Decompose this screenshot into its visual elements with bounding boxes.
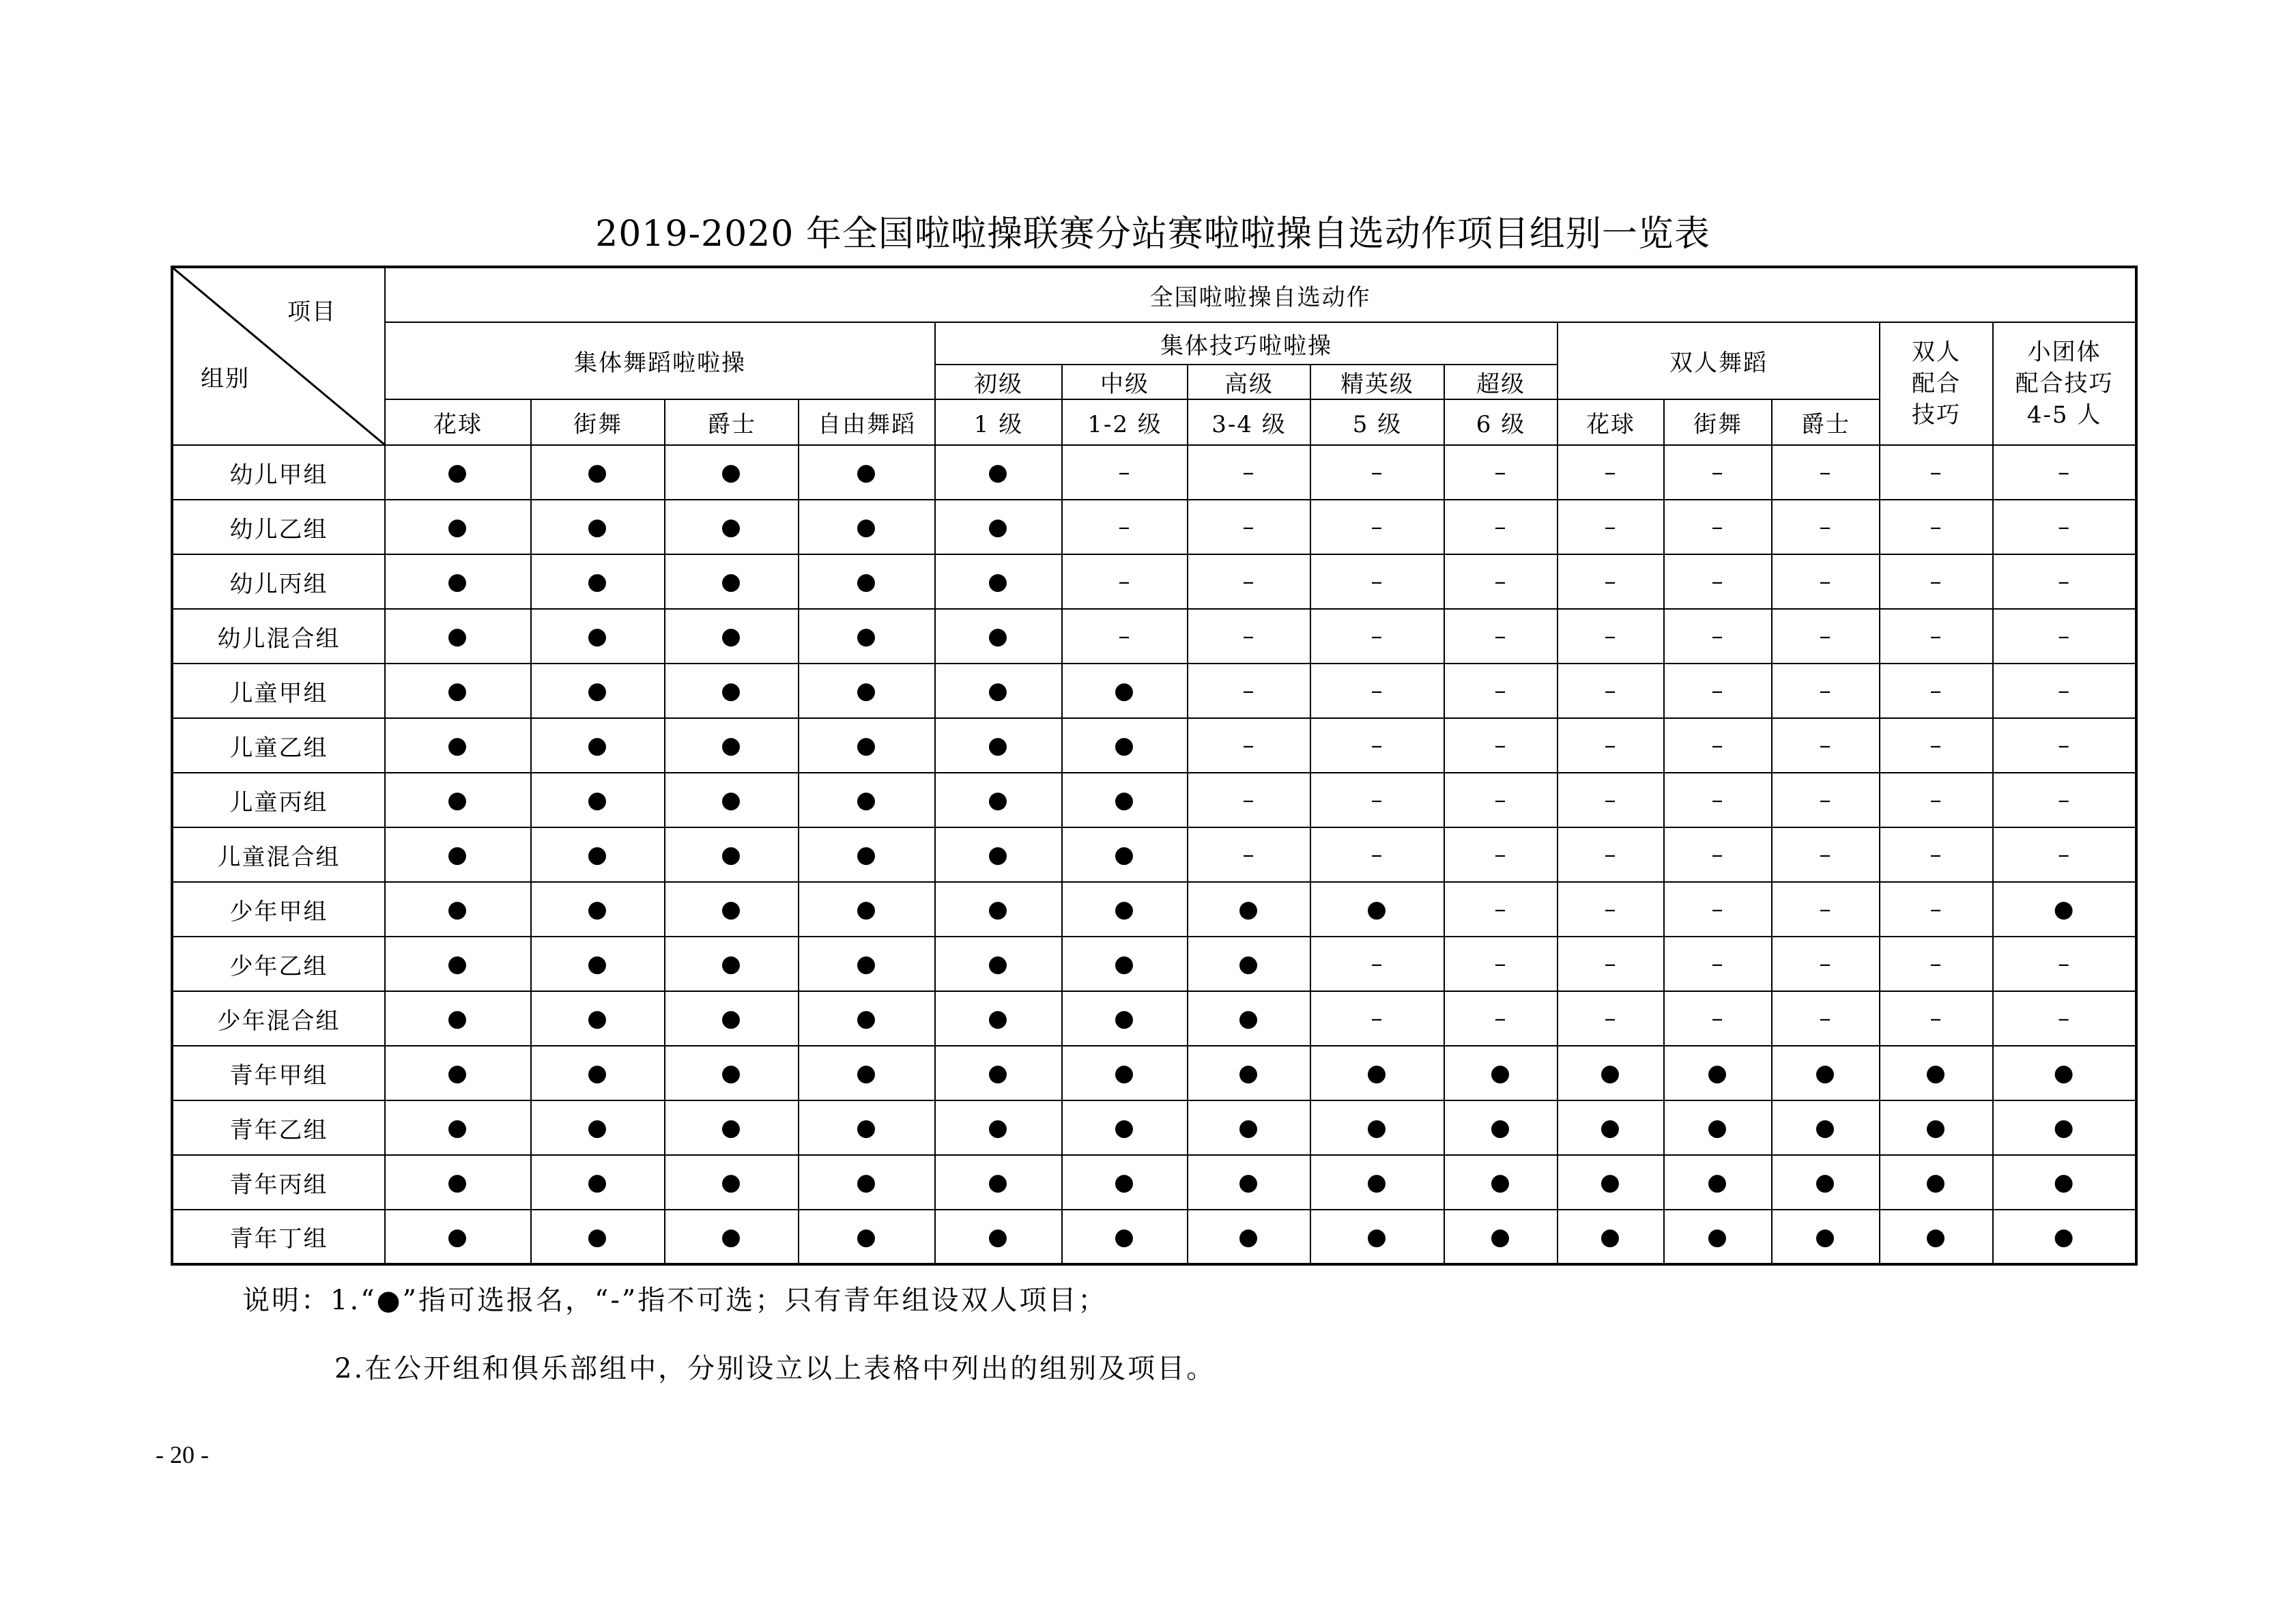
- notes: [242, 1280, 1216, 1416]
- table-row: [172, 718, 2136, 773]
- availability-cell: –: [1558, 827, 1664, 882]
- availability-cell: ●: [1772, 1210, 1880, 1264]
- availability-cell: ●: [531, 773, 665, 827]
- availability-cell: –: [1558, 882, 1664, 937]
- header-dance-section: 集体舞蹈啦啦操: [385, 322, 935, 399]
- row-group-name: 少年乙组: [172, 937, 385, 991]
- availability-cell: –: [1188, 827, 1310, 882]
- availability-cell: ●: [1664, 1155, 1772, 1210]
- availability-cell: ●: [935, 500, 1062, 554]
- availability-cell: ●: [935, 1046, 1062, 1100]
- availability-cell: ●: [1062, 1155, 1188, 1210]
- availability-cell: ●: [935, 664, 1062, 718]
- availability-cell: –: [1188, 718, 1310, 773]
- availability-cell: ●: [1310, 1100, 1444, 1155]
- availability-cell: ●: [1188, 882, 1310, 937]
- availability-cell: –: [1310, 500, 1444, 554]
- header-skill-level: 中级: [1062, 365, 1188, 399]
- availability-cell: ●: [385, 827, 531, 882]
- availability-cell: ●: [1772, 1100, 1880, 1155]
- corner-header-cell: [172, 267, 385, 445]
- table-row: [172, 445, 2136, 500]
- availability-cell: ●: [385, 937, 531, 991]
- corner-group-label: 组别: [201, 365, 250, 393]
- availability-cell: –: [1558, 445, 1664, 500]
- availability-cell: –: [1558, 937, 1664, 991]
- availability-cell: –: [1664, 773, 1772, 827]
- availability-cell: ●: [531, 882, 665, 937]
- availability-cell: –: [1993, 827, 2136, 882]
- availability-cell: –: [1444, 609, 1558, 664]
- events-table: [171, 266, 2138, 1266]
- availability-cell: ●: [1993, 1210, 2136, 1264]
- header-dance-col: 花球: [385, 399, 531, 445]
- header-dance-col: 街舞: [531, 399, 665, 445]
- availability-cell: –: [1062, 445, 1188, 500]
- availability-cell: –: [1880, 554, 1993, 609]
- availability-cell: ●: [1188, 937, 1310, 991]
- availability-cell: –: [1880, 664, 1993, 718]
- availability-cell: ●: [799, 1046, 935, 1100]
- availability-cell: ●: [665, 827, 799, 882]
- table-row: [172, 500, 2136, 554]
- availability-cell: –: [1993, 664, 2136, 718]
- availability-cell: –: [1444, 718, 1558, 773]
- availability-cell: ●: [799, 937, 935, 991]
- availability-cell: –: [1772, 937, 1880, 991]
- availability-cell: ●: [665, 1100, 799, 1155]
- row-group-name: 儿童混合组: [172, 827, 385, 882]
- row-group-name: 青年丁组: [172, 1210, 385, 1264]
- row-group-name: 少年甲组: [172, 882, 385, 937]
- availability-cell: ●: [531, 937, 665, 991]
- header-pair-dance-col: 花球: [1558, 399, 1664, 445]
- availability-cell: –: [1880, 773, 1993, 827]
- availability-cell: ●: [1310, 1155, 1444, 1210]
- availability-cell: ●: [665, 1155, 799, 1210]
- availability-cell: ●: [665, 991, 799, 1046]
- availability-cell: ●: [1062, 718, 1188, 773]
- availability-cell: –: [1558, 554, 1664, 609]
- header-skill-col: 5 级: [1310, 399, 1444, 445]
- availability-cell: ●: [531, 500, 665, 554]
- availability-cell: –: [1664, 554, 1772, 609]
- table-row: [172, 1155, 2136, 1210]
- table-row: [172, 1100, 2136, 1155]
- note-line-2: 2.在公开组和俱乐部组中，分别设立以上表格中列出的组别及项目。: [334, 1353, 1216, 1384]
- availability-cell: –: [1188, 554, 1310, 609]
- availability-cell: –: [1993, 554, 2136, 609]
- availability-cell: ●: [935, 991, 1062, 1046]
- availability-cell: –: [1062, 609, 1188, 664]
- availability-cell: –: [1772, 991, 1880, 1046]
- header-small-group-line: 配合技巧: [2015, 370, 2114, 397]
- availability-cell: ●: [385, 1210, 531, 1264]
- availability-cell: ●: [665, 1210, 799, 1264]
- availability-cell: –: [1444, 773, 1558, 827]
- table-row: [172, 1210, 2136, 1264]
- availability-cell: ●: [799, 773, 935, 827]
- availability-cell: ●: [1062, 1210, 1188, 1264]
- availability-cell: ●: [665, 937, 799, 991]
- availability-cell: –: [1444, 664, 1558, 718]
- availability-cell: ●: [665, 500, 799, 554]
- availability-cell: –: [1993, 937, 2136, 991]
- availability-cell: ●: [1558, 1100, 1664, 1155]
- availability-cell: ●: [1062, 991, 1188, 1046]
- availability-cell: ●: [799, 664, 935, 718]
- table-row: [172, 1046, 2136, 1100]
- availability-cell: –: [1310, 937, 1444, 991]
- availability-cell: ●: [1558, 1155, 1664, 1210]
- availability-cell: –: [1664, 827, 1772, 882]
- table-row: [172, 554, 2136, 609]
- availability-cell: ●: [1772, 1046, 1880, 1100]
- availability-cell: ●: [1880, 1210, 1993, 1264]
- row-group-name: 幼儿混合组: [172, 609, 385, 664]
- availability-cell: ●: [935, 1155, 1062, 1210]
- availability-cell: ●: [1444, 1046, 1558, 1100]
- availability-cell: ●: [1062, 664, 1188, 718]
- availability-cell: ●: [531, 1046, 665, 1100]
- availability-cell: –: [1664, 609, 1772, 664]
- table-row: [172, 991, 2136, 1046]
- availability-cell: ●: [1880, 1100, 1993, 1155]
- availability-cell: ●: [935, 882, 1062, 937]
- availability-cell: –: [1993, 773, 2136, 827]
- availability-cell: ●: [1188, 991, 1310, 1046]
- availability-cell: –: [1188, 609, 1310, 664]
- availability-cell: ●: [665, 882, 799, 937]
- availability-cell: ●: [935, 554, 1062, 609]
- availability-cell: ●: [385, 609, 531, 664]
- availability-cell: ●: [385, 718, 531, 773]
- availability-cell: –: [1310, 827, 1444, 882]
- availability-cell: ●: [385, 882, 531, 937]
- note-line-1: 说明：1.“●”指可选报名，“-”指不可选；只有青年组设双人项目；: [242, 1285, 1108, 1316]
- availability-cell: ●: [799, 1100, 935, 1155]
- availability-cell: –: [1993, 445, 2136, 500]
- availability-cell: ●: [665, 609, 799, 664]
- availability-cell: ●: [935, 1210, 1062, 1264]
- availability-cell: ●: [1444, 1210, 1558, 1264]
- header-skill-col: 3-4 级: [1188, 399, 1310, 445]
- availability-cell: –: [1310, 554, 1444, 609]
- availability-cell: –: [1664, 664, 1772, 718]
- availability-cell: –: [1993, 609, 2136, 664]
- availability-cell: –: [1558, 991, 1664, 1046]
- availability-cell: –: [1310, 445, 1444, 500]
- availability-cell: ●: [1664, 1210, 1772, 1264]
- table-row: [172, 664, 2136, 718]
- availability-cell: ●: [531, 827, 665, 882]
- availability-cell: ●: [1993, 1046, 2136, 1100]
- availability-cell: ●: [1310, 1046, 1444, 1100]
- availability-cell: ●: [531, 664, 665, 718]
- availability-cell: ●: [935, 718, 1062, 773]
- availability-cell: –: [1310, 991, 1444, 1046]
- table-row: [172, 773, 2136, 827]
- header-small-group-line: 4-5 人: [2026, 401, 2102, 429]
- header-skill-level: 精英级: [1310, 365, 1444, 399]
- availability-cell: ●: [531, 1155, 665, 1210]
- availability-cell: –: [1880, 500, 1993, 554]
- availability-cell: ●: [385, 445, 531, 500]
- availability-cell: ●: [1310, 882, 1444, 937]
- availability-cell: –: [1664, 882, 1772, 937]
- availability-cell: –: [1772, 554, 1880, 609]
- header-small-group-section: [1993, 322, 2136, 445]
- availability-cell: ●: [1062, 773, 1188, 827]
- header-skill-level: 初级: [935, 365, 1062, 399]
- header-dance-col: 爵士: [665, 399, 799, 445]
- availability-cell: –: [1664, 991, 1772, 1046]
- availability-cell: ●: [385, 500, 531, 554]
- availability-cell: ●: [665, 445, 799, 500]
- availability-cell: ●: [1558, 1210, 1664, 1264]
- header-pair-skill-line: 技巧: [1912, 401, 1961, 429]
- header-dance-col: 自由舞蹈: [799, 399, 935, 445]
- header-pair-dance-section: 双人舞蹈: [1558, 322, 1880, 399]
- availability-cell: –: [1558, 718, 1664, 773]
- availability-cell: ●: [1558, 1046, 1664, 1100]
- availability-cell: ●: [1444, 1155, 1558, 1210]
- availability-cell: –: [1993, 500, 2136, 554]
- availability-cell: ●: [1062, 882, 1188, 937]
- availability-cell: –: [1188, 773, 1310, 827]
- availability-cell: –: [1664, 500, 1772, 554]
- availability-cell: –: [1772, 445, 1880, 500]
- availability-cell: ●: [935, 773, 1062, 827]
- availability-cell: ●: [531, 718, 665, 773]
- availability-cell: –: [1444, 937, 1558, 991]
- header-skill-level: 高级: [1188, 365, 1310, 399]
- availability-cell: ●: [385, 554, 531, 609]
- availability-cell: –: [1772, 609, 1880, 664]
- availability-cell: ●: [385, 664, 531, 718]
- availability-cell: ●: [1880, 1155, 1993, 1210]
- document-title: 2019-2020 年全国啦啦操联赛分站赛啦啦操自选动作项目组别一览表: [595, 214, 1710, 255]
- availability-cell: –: [1880, 718, 1993, 773]
- row-group-name: 幼儿甲组: [172, 445, 385, 500]
- availability-cell: –: [1772, 882, 1880, 937]
- availability-cell: ●: [385, 991, 531, 1046]
- availability-cell: –: [1444, 991, 1558, 1046]
- availability-cell: ●: [531, 609, 665, 664]
- availability-cell: –: [1558, 773, 1664, 827]
- availability-cell: –: [1188, 445, 1310, 500]
- availability-cell: –: [1993, 718, 2136, 773]
- page-number: - 20 -: [156, 1441, 209, 1468]
- availability-cell: –: [1444, 882, 1558, 937]
- availability-cell: –: [1444, 827, 1558, 882]
- availability-cell: ●: [799, 445, 935, 500]
- availability-cell: ●: [799, 991, 935, 1046]
- availability-cell: –: [1444, 554, 1558, 609]
- availability-cell: ●: [531, 1210, 665, 1264]
- availability-cell: –: [1772, 500, 1880, 554]
- availability-cell: ●: [1444, 1100, 1558, 1155]
- availability-cell: ●: [935, 937, 1062, 991]
- availability-cell: ●: [1993, 1155, 2136, 1210]
- row-group-name: 儿童丙组: [172, 773, 385, 827]
- availability-cell: ●: [385, 1046, 531, 1100]
- availability-cell: ●: [1772, 1155, 1880, 1210]
- availability-cell: ●: [1188, 1100, 1310, 1155]
- availability-cell: –: [1664, 718, 1772, 773]
- availability-cell: ●: [1310, 1210, 1444, 1264]
- availability-cell: –: [1880, 609, 1993, 664]
- header-pair-skill-line: 配合: [1912, 370, 1961, 397]
- header-skill-col: 1 级: [935, 399, 1062, 445]
- availability-cell: ●: [799, 827, 935, 882]
- availability-cell: ●: [1062, 937, 1188, 991]
- availability-cell: ●: [665, 773, 799, 827]
- availability-cell: ●: [531, 554, 665, 609]
- availability-cell: ●: [935, 445, 1062, 500]
- table-row: [172, 609, 2136, 664]
- availability-cell: –: [1062, 500, 1188, 554]
- availability-cell: ●: [531, 1100, 665, 1155]
- availability-cell: ●: [385, 1155, 531, 1210]
- availability-cell: –: [1188, 500, 1310, 554]
- row-group-name: 青年甲组: [172, 1046, 385, 1100]
- availability-cell: ●: [1062, 1100, 1188, 1155]
- header-pair-skill-section: [1880, 322, 1993, 445]
- availability-cell: ●: [1664, 1046, 1772, 1100]
- availability-cell: –: [1444, 445, 1558, 500]
- availability-cell: ●: [665, 718, 799, 773]
- row-group-name: 儿童甲组: [172, 664, 385, 718]
- availability-cell: ●: [799, 554, 935, 609]
- availability-cell: ●: [799, 718, 935, 773]
- availability-cell: –: [1062, 554, 1188, 609]
- availability-cell: ●: [665, 664, 799, 718]
- availability-cell: ●: [799, 609, 935, 664]
- availability-cell: –: [1310, 664, 1444, 718]
- availability-cell: –: [1558, 609, 1664, 664]
- availability-cell: –: [1993, 991, 2136, 1046]
- availability-cell: ●: [1062, 827, 1188, 882]
- availability-cell: –: [1310, 609, 1444, 664]
- availability-cell: ●: [935, 827, 1062, 882]
- availability-cell: ●: [799, 1210, 935, 1264]
- corner-diagonal-line: [173, 268, 384, 444]
- availability-cell: ●: [935, 609, 1062, 664]
- availability-cell: ●: [531, 991, 665, 1046]
- row-group-name: 儿童乙组: [172, 718, 385, 773]
- row-group-name: 青年丙组: [172, 1155, 385, 1210]
- availability-cell: –: [1310, 718, 1444, 773]
- availability-cell: ●: [385, 1100, 531, 1155]
- availability-cell: ●: [1880, 1046, 1993, 1100]
- row-group-name: 幼儿乙组: [172, 500, 385, 554]
- availability-cell: –: [1772, 664, 1880, 718]
- availability-cell: ●: [531, 445, 665, 500]
- header-pair-dance-col: 街舞: [1664, 399, 1772, 445]
- availability-cell: ●: [1188, 1046, 1310, 1100]
- availability-cell: ●: [799, 882, 935, 937]
- availability-cell: –: [1880, 991, 1993, 1046]
- availability-cell: –: [1880, 827, 1993, 882]
- table-row: [172, 827, 2136, 882]
- availability-cell: –: [1558, 664, 1664, 718]
- availability-cell: ●: [799, 1155, 935, 1210]
- availability-cell: ●: [385, 773, 531, 827]
- availability-cell: ●: [1062, 1046, 1188, 1100]
- availability-cell: ●: [1188, 1210, 1310, 1264]
- availability-cell: –: [1880, 882, 1993, 937]
- header-small-group-line: 小团体: [2027, 339, 2101, 366]
- header-skill-col: 6 级: [1444, 399, 1558, 445]
- availability-cell: –: [1772, 827, 1880, 882]
- availability-cell: –: [1772, 718, 1880, 773]
- header-skill-level: 超级: [1444, 365, 1558, 399]
- corner-project-label: 项目: [287, 298, 336, 326]
- availability-cell: –: [1444, 500, 1558, 554]
- availability-cell: –: [1880, 445, 1993, 500]
- availability-cell: –: [1664, 445, 1772, 500]
- availability-cell: ●: [665, 554, 799, 609]
- table-body: [172, 267, 2136, 1264]
- availability-cell: ●: [935, 1100, 1062, 1155]
- availability-cell: –: [1310, 773, 1444, 827]
- availability-cell: –: [1664, 937, 1772, 991]
- header-pair-dance-col: 爵士: [1772, 399, 1880, 445]
- availability-cell: –: [1188, 664, 1310, 718]
- availability-cell: –: [1772, 773, 1880, 827]
- availability-cell: ●: [665, 1046, 799, 1100]
- row-group-name: 青年乙组: [172, 1100, 385, 1155]
- availability-cell: –: [1558, 500, 1664, 554]
- availability-cell: ●: [1188, 1155, 1310, 1210]
- availability-cell: –: [1880, 937, 1993, 991]
- table-row: [172, 882, 2136, 937]
- header-skill-section: 集体技巧啦啦操: [935, 322, 1558, 365]
- availability-cell: ●: [799, 500, 935, 554]
- header-top: 全国啦啦操自选动作: [385, 267, 2136, 322]
- availability-cell: ●: [1993, 1100, 2136, 1155]
- header-pair-skill-line: 双人: [1912, 339, 1961, 366]
- table-row: [172, 937, 2136, 991]
- row-group-name: 幼儿丙组: [172, 554, 385, 609]
- availability-cell: ●: [1664, 1100, 1772, 1155]
- availability-cell: ●: [1993, 882, 2136, 937]
- header-skill-col: 1-2 级: [1062, 399, 1188, 445]
- row-group-name: 少年混合组: [172, 991, 385, 1046]
